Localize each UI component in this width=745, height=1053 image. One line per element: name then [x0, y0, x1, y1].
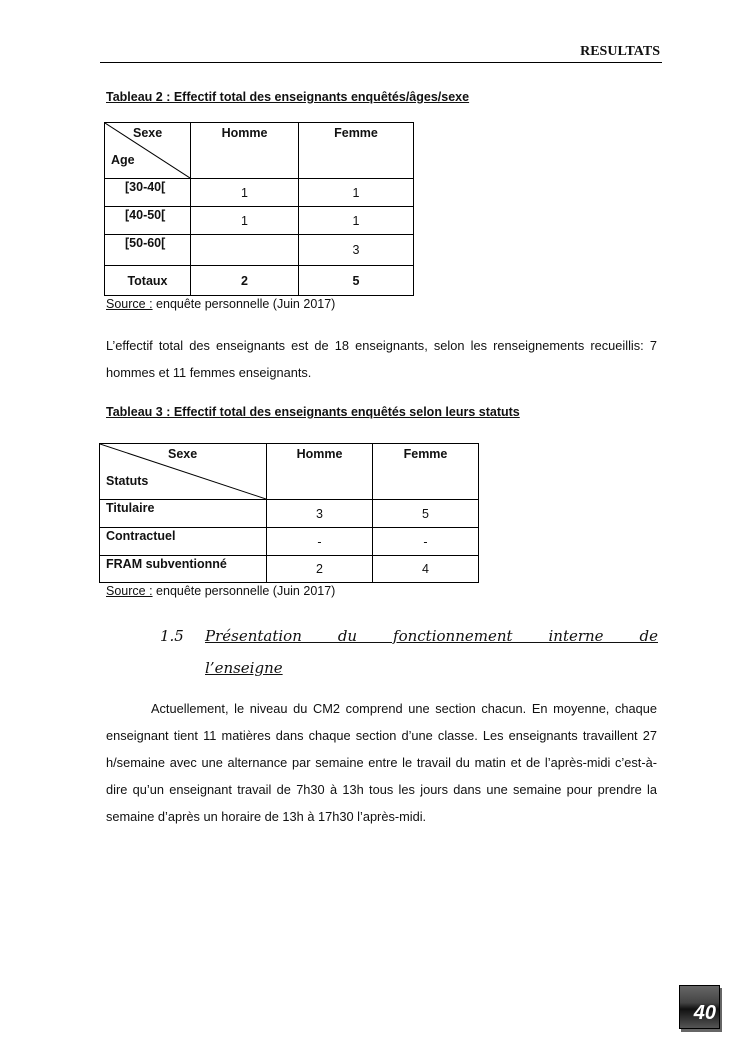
corner-label-age: Age — [111, 153, 135, 167]
table-row-totals — [105, 266, 414, 296]
cell-femme: 5 — [299, 266, 414, 296]
header-rule — [100, 62, 662, 63]
running-header: RESULTATS — [580, 44, 660, 59]
source-label: Source : — [106, 297, 153, 311]
paragraph-effectif: L’effectif total des enseignants est de 18 enseignants, selon les renseignements recueillis: 7 hommes et 11 femmes enseignants. — [106, 338, 657, 380]
corner-label-sexe: Sexe — [168, 447, 198, 461]
col-header-femme: Femme — [373, 444, 479, 500]
corner-label-statuts: Statuts — [106, 474, 149, 488]
cell-femme: 1 — [299, 179, 414, 207]
table-row — [105, 207, 414, 235]
corner-label-sexe: Sexe — [133, 126, 163, 140]
table-row — [100, 500, 479, 528]
paragraph-fonctionnement: Actuellement, le niveau du CM2 comprend une section chacun. En moyenne, chaque enseignant tient 11 matières dans chaque section d’une classe. Les enseignants travaillent 27 h/semaine avec une alternance par semaine entre le travail du matin et de l’après-midi c’est-à-dire qu’un enseignant travail de 7h30 à 13h tous les jours dans une semaine pour prendre la semaine d’après un horaire de 13h à 17h30 l’après-midi. — [106, 701, 657, 824]
cell-femme: 4 — [373, 556, 479, 583]
page-number: 40 — [679, 985, 720, 1029]
source-text: enquête personnelle (Juin 2017) — [152, 584, 336, 598]
section-title-line2: l’enseigne — [205, 659, 283, 677]
cell-femme: 1 — [299, 207, 414, 235]
cell-homme: 1 — [191, 207, 299, 235]
cell-homme: - — [267, 528, 373, 556]
table2-source — [106, 297, 335, 311]
source-text: enquête personnelle (Juin 2017) — [152, 297, 336, 311]
table-row — [105, 235, 414, 266]
table-row — [100, 556, 479, 583]
table2-caption: Tableau 2 : Effectif total des enseignants enquêtés/âges/sexe — [106, 90, 470, 104]
row-label: [30-40[ — [105, 179, 191, 207]
row-label: Totaux — [105, 266, 191, 296]
source-label: Source : — [106, 584, 153, 598]
table3 — [99, 443, 479, 583]
table3-caption: Tableau 3 : Effectif total des enseignants enquêtés selon leurs statuts — [106, 405, 520, 419]
cell-homme: 2 — [191, 266, 299, 296]
cell-homme: 1 — [191, 179, 299, 207]
col-header-femme: Femme — [299, 123, 414, 179]
table2 — [104, 122, 414, 296]
row-label: [50-60[ — [105, 235, 191, 266]
section-number: 1.5 — [160, 627, 184, 645]
row-label: [40-50[ — [105, 207, 191, 235]
section-title-line1: Présentation du fonctionnement interne de — [205, 627, 658, 645]
cell-femme: 3 — [299, 235, 414, 266]
row-label: Titulaire — [100, 500, 267, 528]
table3-corner-cell — [100, 444, 267, 500]
cell-homme — [191, 235, 299, 266]
col-header-homme: Homme — [267, 444, 373, 500]
cell-femme: - — [373, 528, 479, 556]
table2-corner-cell — [105, 123, 191, 179]
cell-homme: 3 — [267, 500, 373, 528]
row-label: Contractuel — [100, 528, 267, 556]
cell-homme: 2 — [267, 556, 373, 583]
col-header-homme: Homme — [191, 123, 299, 179]
cell-femme: 5 — [373, 500, 479, 528]
row-label: FRAM subventionné — [100, 556, 267, 583]
table-row — [105, 179, 414, 207]
table-row — [100, 528, 479, 556]
table3-source — [106, 584, 335, 598]
